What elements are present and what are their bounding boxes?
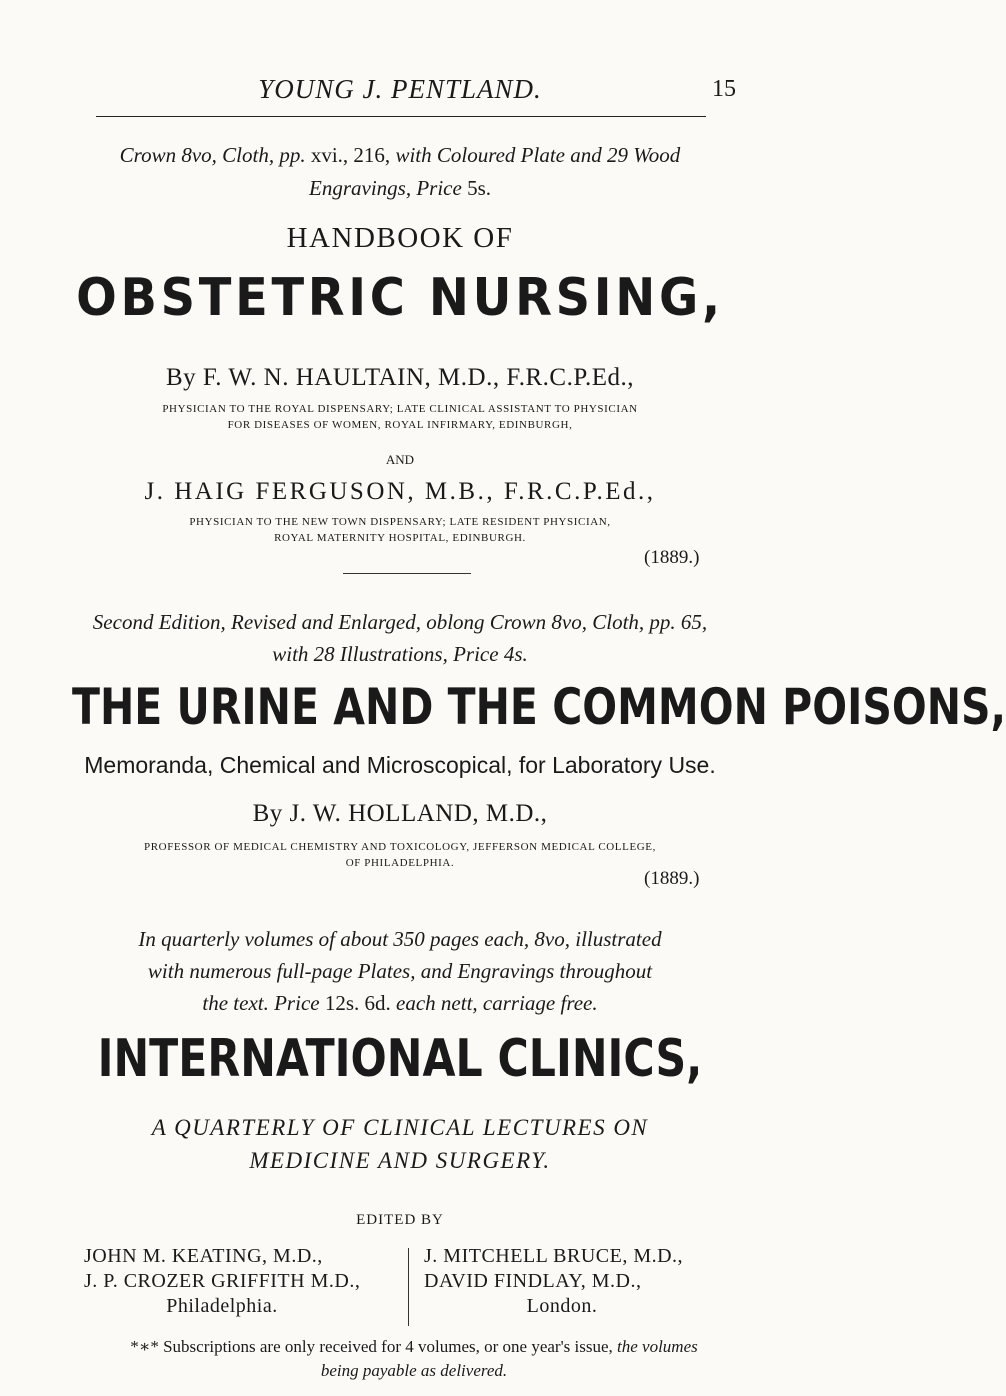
header-rule: [96, 116, 706, 117]
running-header: [0, 74, 800, 108]
book2-author-desc-1: PROFESSOR OF MEDICAL CHEMISTRY AND TOXICOLOGY, JEFFERSON MEDICAL COLLEGE,: [144, 841, 656, 853]
book1-pub-line-1: Crown 8vo, Cloth, pp. xvi., 216, with Coloured Plate and 29 Wood: [119, 143, 681, 167]
book1-author-1-desc-1: PHYSICIAN TO THE ROYAL DISPENSARY; LATE CLINICAL ASSISTANT TO PHYSICIAN: [162, 403, 638, 415]
book3-footnote: *∗* Subscriptions are only received for 4 volumes, or one year's issue, the volumes being payable as delivered.: [130, 1337, 698, 1380]
book3-pub-line-2: with numerous full-page Plates, and Engravings throughout: [147, 959, 653, 983]
book3-pub-line-1: In quarterly volumes of about 350 pages each, 8vo, illustrated: [138, 927, 662, 951]
book2-subtitle: Memoranda, Chemical and Microscopical, for Laboratory Use.: [84, 752, 716, 778]
book1-author-2-desc-2: ROYAL MATERNITY HOSPITAL, EDINBURGH.: [274, 532, 526, 544]
editor-name: JOHN M. KEATING, M.D.,: [84, 1245, 323, 1267]
editor-name: DAVID FINDLAY, M.D.,: [424, 1270, 642, 1292]
book1-author-1-desc-2: FOR DISEASES OF WOMEN, ROYAL INFIRMARY, EDINBURGH,: [227, 419, 573, 431]
footnote-asterisks: *∗*: [130, 1337, 159, 1356]
book1-separator: [343, 573, 471, 574]
book3-subtitle-2: MEDICINE AND SURGERY.: [249, 1148, 551, 1173]
editors-right: [424, 1244, 744, 1319]
book2-year: (1889.): [644, 868, 700, 889]
book1-and: AND: [385, 452, 415, 467]
book3-title: INTERNATIONAL CLINICS,: [97, 1029, 703, 1089]
editor-name: J. P. CROZER GRIFFITH M.D.,: [84, 1270, 361, 1292]
book1-author-1: By F. W. N. HAULTAIN, M.D., F.R.C.P.Ed.,: [165, 364, 634, 391]
book2-title: THE URINE AND THE COMMON POISONS,: [72, 678, 1006, 736]
editor-name: J. MITCHELL BRUCE, M.D.,: [424, 1245, 684, 1267]
book1-kicker: HANDBOOK OF: [286, 222, 514, 254]
book3-edited-by: EDITED BY: [356, 1212, 444, 1228]
book3-subtitle-1: A QUARTERLY OF CLINICAL LECTURES ON: [151, 1115, 649, 1140]
book3-pub-line-3: the text. Price 12s. 6d. each nett, carriage free.: [202, 991, 598, 1015]
book2-author-desc-2: OF PHILADELPHIA.: [345, 857, 455, 869]
book1-year: (1889.): [644, 547, 700, 568]
book2-pub-line-1: Second Edition, Revised and Enlarged, oblong Crown 8vo, Cloth, pp. 65,: [92, 610, 708, 634]
editors-divider: [408, 1248, 409, 1326]
book1-title: OBSTETRIC NURSING,: [76, 268, 724, 328]
book1-author-2: J. HAIG FERGUSON, M.B., F.R.C.P.Ed.,: [144, 478, 656, 505]
page-number: 15: [712, 76, 736, 102]
editors-left: [84, 1244, 394, 1319]
running-title: YOUNG J. PENTLAND.: [258, 74, 542, 104]
book1-pub-line-2: Engravings, Price 5s.: [309, 176, 491, 200]
editor-city: Philadelphia.: [166, 1295, 278, 1317]
editor-city: London.: [526, 1295, 598, 1317]
book1-author-2-desc-1: PHYSICIAN TO THE NEW TOWN DISPENSARY; LATE RESIDENT PHYSICIAN,: [189, 516, 611, 528]
book2-author: By J. W. HOLLAND, M.D.,: [252, 800, 548, 827]
book2-pub-line-2: with 28 Illustrations, Price 4s.: [272, 642, 528, 666]
